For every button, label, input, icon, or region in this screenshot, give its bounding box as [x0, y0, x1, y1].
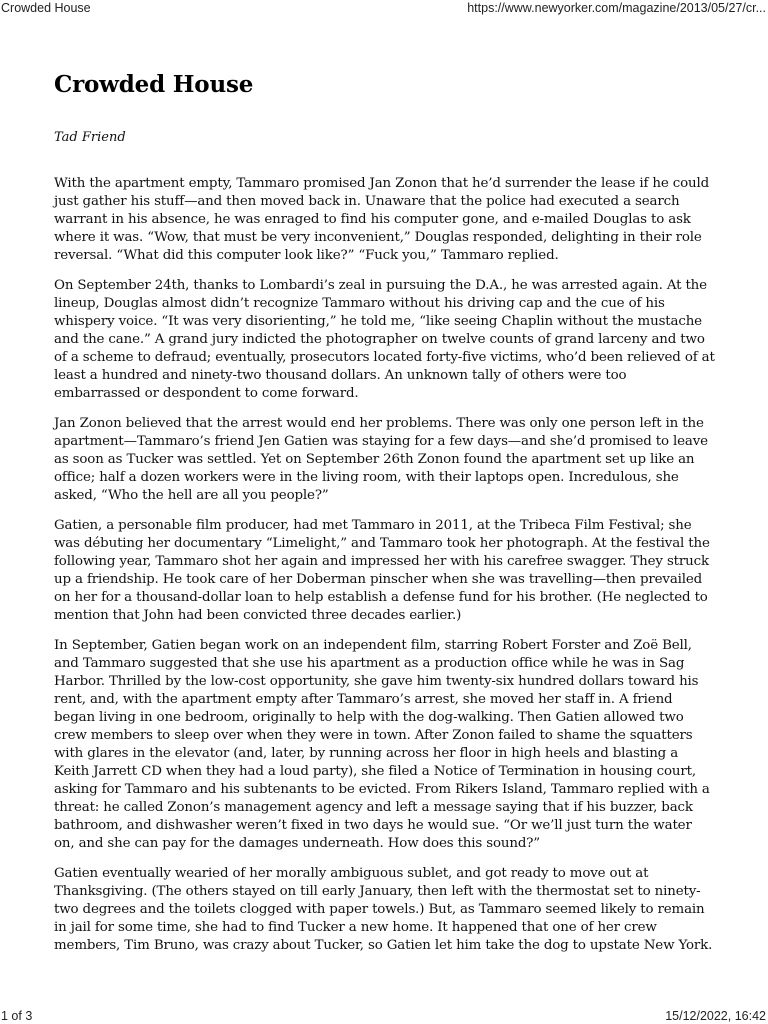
article [54, 68, 716, 967]
article-paragraph: In September, Gatien began work on an independent film, starring Robert Forster and Zoë Bell, and Tammaro suggested that she use his apartment as a production office while he was in Sag Harbor. Thrilled by the low-cost opportunity, she gave him twenty-six hundred dollars toward his rent, and, with the apartment empty after Tammaro’s arrest, she moved her staff in. A friend began living in one bedroom, originally to help with the dog-walking. Then Gatien allowed two crew members to sleep over when they were in town. After Zonon failed to shame the squatters with glares in the elevator (and, later, by running across her floor in high heels and blasting a Keith Jarrett CD when they had a loud party), she filed a Notice of Termination in housing court, asking for Tammaro and his subtenants to be evicted. From Rikers Island, Tammaro replied with a threat: he called Zonon’s management agency and left a message saying that if his buzzer, back bathroom, and dishwasher weren’t fixed in two days he would sue. “Or we’ll just turn the water on, and she can pay for the damages underneath. How does this sound?” [54, 638, 710, 851]
article-body [54, 175, 716, 955]
print-header-title: Crowded House [1, 1, 91, 15]
article-paragraph: Gatien, a personable film producer, had met Tammaro in 2011, at the Tribeca Film Festival; she was débuting her documentary “Limelight,” and Tammaro took her photograph. At the festival the following year, Tammaro shot her again and impressed her with his carefree swagger. They struck up a friendship. He took care of her Doberman pinscher when she was travelling—then prevailed on her for a thousand-dollar loan to help establish a defense fund for his brother. (He neglected to mention that John had been convicted three decades earlier.) [54, 518, 710, 623]
article-paragraph: With the apartment empty, Tammaro promised Jan Zonon that he’d surrender the lease if he could just gather his stuff—and then moved back in. Unaware that the police had executed a search warrant in his absence, he was enraged to find his computer gone, and e-mailed Douglas to ask where it was. “Wow, that must be very inconvenient,” Douglas responded, delighting in their role reversal. “What did this computer look like?” “Fuck you,” Tammaro replied. [54, 176, 710, 263]
print-datetime: 15/12/2022, 16:42 [665, 1009, 766, 1023]
print-header-url: https://www.newyorker.com/magazine/2013/05/27/cr... [467, 1, 766, 15]
article-byline: Tad Friend [54, 130, 126, 145]
page-number: 1 of 3 [1, 1009, 33, 1023]
article-paragraph: On September 24th, thanks to Lombardi’s zeal in pursuing the D.A., he was arrested again. At the lineup, Douglas almost didn’t recognize Tammaro without his driving cap and the cue of his whispery voice. “It was very disorienting,” he told me, “like seeing Chaplin without the mustache and the cane.” A grand jury indicted the photographer on twelve counts of grand larceny and two of a scheme to defraud; eventually, prosecutors located forty-five victims, who’d been relieved of at least a hundred and ninety-two thousand dollars. An unknown tally of others were too embarrassed or despondent to come forward. [54, 278, 715, 401]
print-footer [0, 1008, 768, 1024]
print-header [0, 0, 768, 18]
article-paragraph: Gatien eventually wearied of her morally ambiguous sublet, and got ready to move out at Thanksgiving. (The others stayed on till early January, then left with the thermostat set to ninety-two degrees and the toilets clogged with paper towels.) But, as Tammaro seemed likely to remain in jail for some time, she had to find Tucker a new home. It happened that one of her crew members, Tim Bruno, was crazy about Tucker, so Gatien let him take the dog to upstate New York. [54, 866, 713, 953]
article-title: Crowded House [54, 71, 254, 98]
article-paragraph: Jan Zonon believed that the arrest would end her problems. There was only one person left in the apartment—Tammaro’s friend Jen Gatien was staying for a few days—and she’d promised to leave as soon as Tucker was settled. Yet on September 26th Zonon found the apartment set up like an office; half a dozen workers were in the living room, with their laptops open. Incredulous, she asked, “Who the hell are all you people?” [54, 416, 708, 503]
